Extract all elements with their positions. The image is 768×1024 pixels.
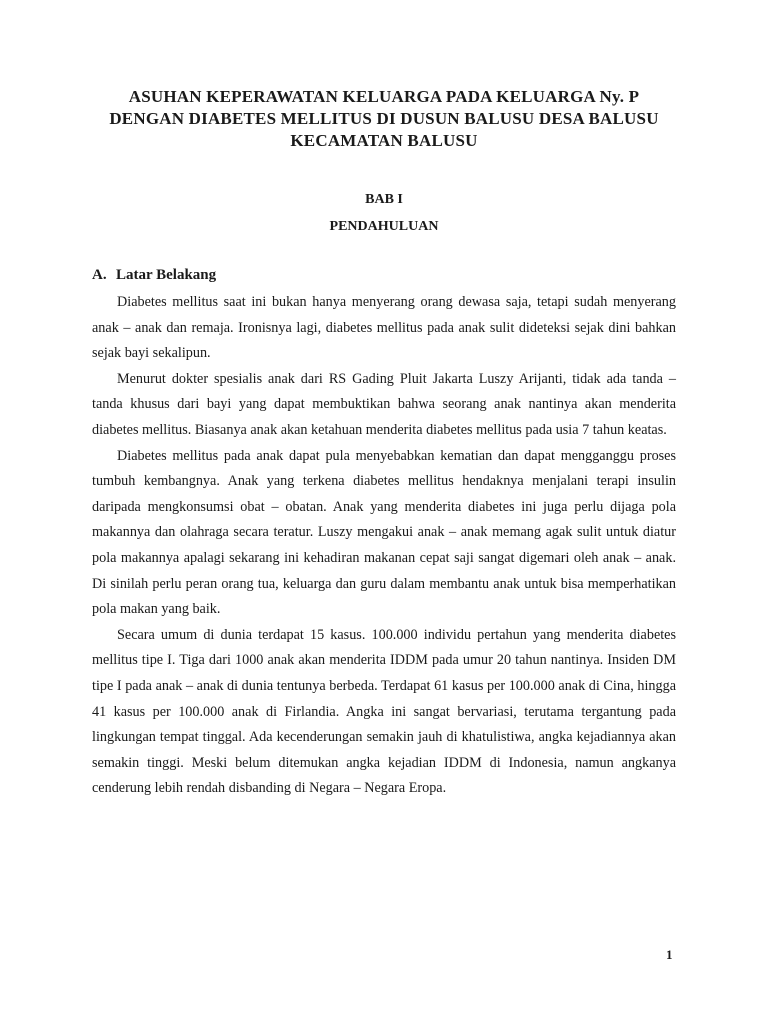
title-line-1: ASUHAN KEPERAWATAN KELUARGA PADA KELUARGA Ny. P (128, 87, 640, 106)
paragraph-1: Diabetes mellitus saat ini bukan hanya menyerang orang dewasa saja, tetapi sudah menyerang anak – anak dan remaja. Ironisnya lagi, diabetes mellitus pada anak sulit dideteksi sejak dini bahkan sejak bayi sekalipun. (92, 294, 676, 362)
title-line-2: DENGAN DIABETES MELLITUS DI DUSUN BALUSU DESA BALUSU (109, 109, 659, 128)
body-text (92, 290, 676, 802)
paragraph-3: Diabetes mellitus pada anak dapat pula menyebabkan kematian dan dapat mengganggu proses tumbuh kembangnya. Anak yang terkena diabetes mellitus hendaknya menjalani terapi insulin daripada mengkonsumsi obat – obatan. Anak yang menderita diabetes ini juga perlu dijaga pola makannya dan olahraga secara teratur. Luszy mengakui anak – anak memang agak sulit untuk diatur pola makannya apalagi sekarang ini kehadiran makanan cepat saji sangat digemari oleh anak – anak. Di sinilah perlu peran orang tua, keluarga dan guru dalam membantu anak untuk bisa memperhatikan pola makan yang baik. (92, 447, 676, 618)
page-number: 1 (666, 947, 673, 962)
paragraph-2: Menurut dokter spesialis anak dari RS Gading Pluit Jakarta Luszy Arijanti, tidak ada tanda – tanda khusus dari bayi yang dapat membuktikan bahwa seorang anak nantinya akan menderita diabetes mellitus. Biasanya anak akan ketahuan menderita diabetes mellitus pada usia 7 tahun keatas. (92, 370, 676, 438)
section-heading (92, 267, 216, 284)
chapter-title: PENDAHULUAN (329, 219, 439, 234)
section-marker: A. (92, 267, 107, 283)
document-title (92, 86, 676, 152)
title-line-3: KECAMATAN BALUSU (290, 131, 478, 150)
paragraph-4: Secara umum di dunia terdapat 15 kasus. 100.000 individu pertahun yang menderita diabetes mellitus tipe I. Tiga dari 1000 anak akan menderita IDDM pada umur 20 tahun nantinya. Insiden DM tipe I pada anak – anak di dunia tentunya berbeda. Terdapat 61 kasus per 100.000 anak di Cina, hingga 41 kasus per 100.000 anak di Firlandia. Angka ini sangat bervariasi, terutama tergantung pada lingkungan tempat tinggal. Ada kecenderungan semakin jauh di khatulistiwa, angka kejadiannya akan semakin tinggi. Meski belum ditemukan angka kejadian IDDM di Indonesia, namun angkanya cenderung lebih rendah disbanding di Negara – Negara Eropa. (92, 626, 676, 797)
section-heading-text: Latar Belakang (116, 267, 217, 283)
chapter-label: BAB I (365, 192, 403, 207)
